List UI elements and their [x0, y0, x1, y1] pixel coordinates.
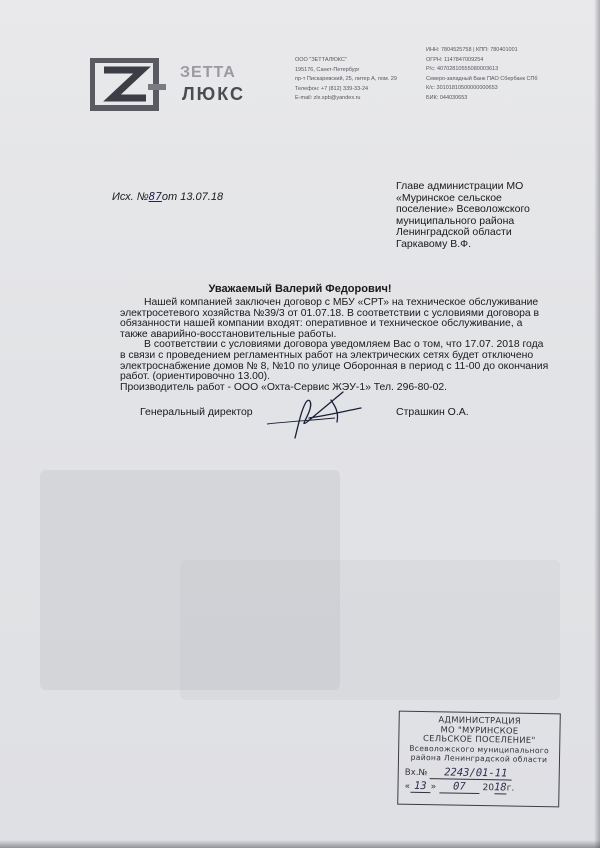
requisites-line: ОГРН: 1147847009254	[426, 56, 484, 63]
addressee-block	[396, 181, 556, 251]
requisites-line: К/с: 30101810500000000653	[426, 85, 498, 92]
logo-mark-icon	[90, 58, 174, 114]
handwritten-signature	[265, 382, 375, 447]
stamp-month: 07	[439, 780, 480, 794]
stamp-line: СЕЛЬСКОЕ ПОСЕЛЕНИЕ"	[422, 733, 536, 746]
scan-edge-shadow	[0, 840, 600, 848]
outgoing-date: 13.07.18	[180, 191, 224, 203]
requisites-line: Р/с: 40702810555080003613	[426, 66, 499, 73]
company-line: пр-т Пискаревский, 25, литер А, пом. 29	[295, 76, 397, 83]
signatory-title: Генеральный директор	[140, 406, 253, 418]
addressee-line: Главе администрации МО	[396, 180, 524, 192]
body-paragraph: В соответствии с условиями договора уведомляем Вас о том, что 17.07. 2018 года в связи с проведением регламентных работ на электрических сетях будет отключено электроснабжение домов № 8, №10 по улице Оборонная в период с 11-00 до окончания работ. (ориентировочно 13.00).	[120, 339, 549, 383]
stamp-day: 13	[410, 780, 431, 793]
letter-greeting: Уважаемый Валерий Федорович!	[208, 283, 392, 295]
company-requisites	[426, 46, 566, 104]
company-line: Телефон: +7 (812) 339-33-24	[295, 85, 369, 92]
company-line: ООО "ЗЕТТАЛЮКС"	[295, 57, 347, 63]
stamp-year: 18	[493, 781, 507, 794]
addressee-line: муниципального района	[396, 214, 515, 227]
requisites-line: БИК: 044030653	[426, 94, 468, 101]
company-line: E-mail: zlx.spb@yandex.ru	[295, 95, 361, 102]
signatory-name: Страшкин О.А.	[396, 406, 469, 418]
body-paragraph: Производитель работ - ООО «Охта-Сервис ЖЭУ-1» Тел. 296-80-02.	[120, 381, 448, 393]
signature-icon	[265, 382, 375, 442]
outgoing-label: Исх. №	[112, 191, 149, 203]
stamp-year-prefix: 20	[482, 783, 495, 794]
requisites-line: ИНН: 7804525758 | КПП: 780401001	[426, 47, 518, 53]
incoming-stamp	[397, 711, 561, 808]
addressee-line: Ленинградской области	[396, 226, 512, 239]
brand-name-bottom: ЛЮКС	[182, 84, 245, 104]
letter-body	[120, 298, 550, 393]
addressee-line: Гаркавому В.Ф.	[396, 237, 472, 250]
addressee-line: поселение» Всеволожского	[396, 203, 530, 216]
outgoing-number: 87	[148, 190, 162, 203]
stamp-line: Всеволожского муниципального	[409, 743, 550, 756]
company-contacts	[295, 56, 445, 104]
scan-shading	[180, 560, 560, 700]
stamp-year-suffix: г.	[506, 783, 515, 794]
stamp-line: МО "МУРИНСКОЕ	[440, 723, 519, 736]
brand-name-top: ЗЕТТА	[180, 64, 236, 81]
stamp-line: АДМИНИСТРАЦИЯ	[438, 714, 522, 726]
stamp-line: района Ленинградской области	[410, 753, 548, 765]
stamp-reg-label: Вх.№	[404, 767, 428, 779]
stamp-reg-number: 2243/01-11	[430, 766, 511, 780]
company-logo	[90, 58, 174, 119]
addressee-line: «Муринское сельское	[396, 191, 502, 204]
scan-edge-shadow	[594, 0, 600, 848]
requisites-line: Северо-западный Банк ПАО Сбербанк СПб	[426, 75, 538, 82]
outgoing-reference	[112, 190, 223, 203]
body-paragraph: Нашей компанией заключен договор с МБУ «СРТ» на техническое обслуживание электросетевого хозяйства №39/3 от 01.07.18. В соответствии с условиями договора в обязанности нашей компании входят: оперативное и техническое обслуживание, а также аварийно-восстановительные работы.	[120, 297, 540, 340]
company-line: 195176, Санкт-Петербург	[295, 66, 360, 73]
outgoing-date-prefix: от	[161, 191, 178, 203]
stamp-registration	[399, 766, 559, 781]
stamp-date-row: « 13 » 07 2018г.	[404, 779, 515, 794]
